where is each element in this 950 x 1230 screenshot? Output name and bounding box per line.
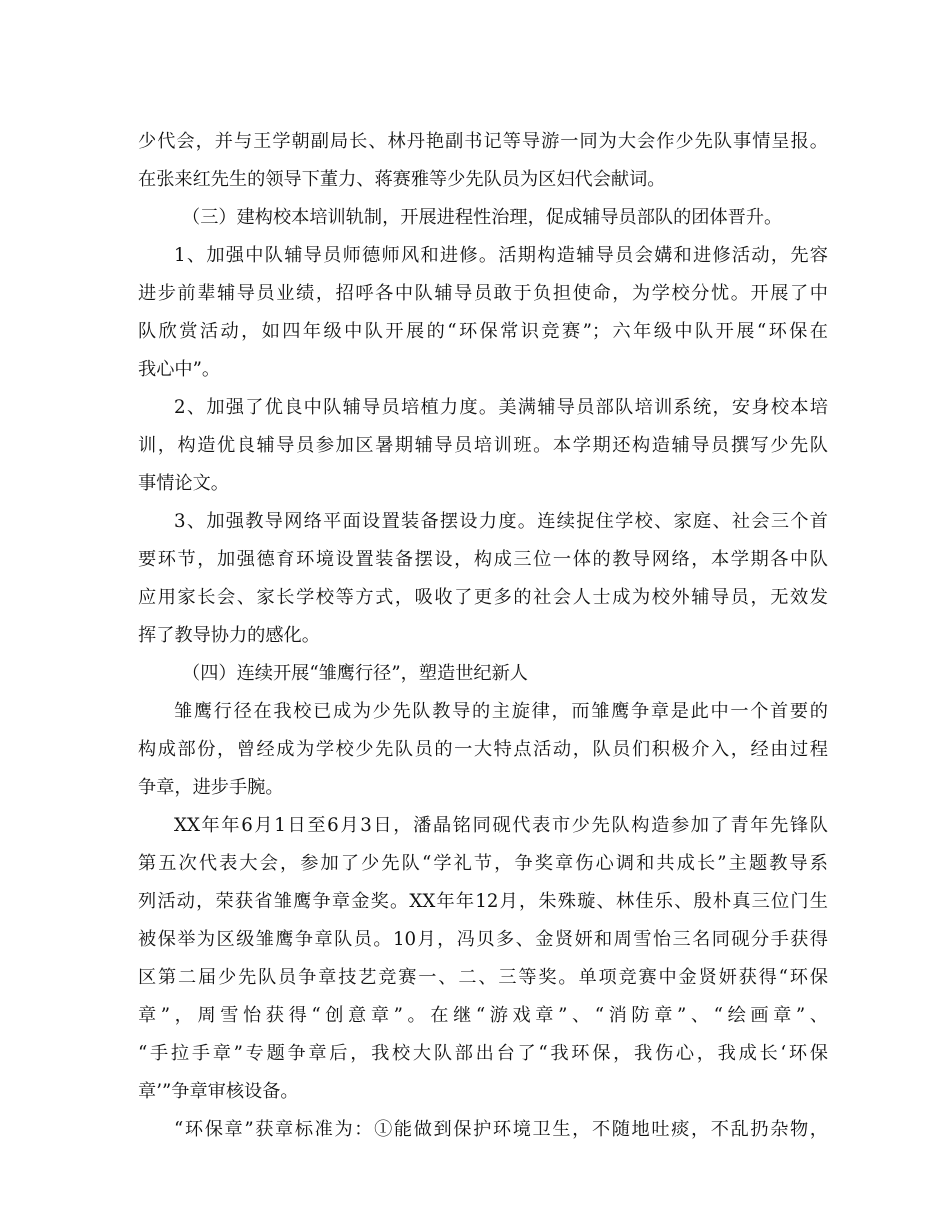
section-heading: （四）连续开展“雏鹰行径”，塑造世纪新人 <box>182 663 528 684</box>
text-line: 进步前辈辅导员业绩，招呼各中队辅导员敢于负担使命，为学校分忧。开展了中 <box>138 283 828 304</box>
text-line: 1、加强中队辅导员师德师风和进修。活期构造辅导员会媾和进修活动，先容 <box>174 245 828 266</box>
text-line: 区第二届少先队员争章技艺竞赛一、二、三等奖。单项竞赛中金贤妍获得“环保 <box>138 967 828 988</box>
text-line: 章’”争章审核设备。 <box>138 1081 299 1102</box>
section-heading: （三）建构校本培训轨制，开展进程性治理，促成辅导员部队的团体晋升。 <box>182 207 783 228</box>
text-line: 少代会，并与王学朝副局长、林丹艳副书记等导游一同为大会作少先队事情呈报。 <box>138 131 828 152</box>
text-line: 我心中”。 <box>138 359 221 380</box>
text-line: 第五次代表大会，参加了少先队“学礼节，争奖章伤心调和共成长”主题教导系 <box>138 853 828 874</box>
text-line: 事情论文。 <box>138 473 229 494</box>
text-line: 应用家长会、家长学校等方式，吸收了更多的社会人士成为校外辅导员，无效发 <box>138 587 828 608</box>
text-line: 训，构造优良辅导员参加区暑期辅导员培训班。本学期还构造辅导员撰写少先队 <box>138 435 828 456</box>
text-line: 雏鹰行径在我校已成为少先队教导的主旋律，而雏鹰争章是此中一个首要的 <box>174 701 828 722</box>
text-line: “环保章”获章标准为：①能做到保护环境卫生，不随地吐痰，不乱扔杂物， <box>174 1119 828 1140</box>
text-line: 3、加强教导网络平面设置装备摆设力度。连续捉住学校、家庭、社会三个首 <box>174 511 828 532</box>
text-line: 挥了教导协力的感化。 <box>138 625 320 646</box>
text-line: 被保举为区级雏鹰争章队员。10月，冯贝多、金贤妍和周雪怡三名同砚分手获得 <box>138 929 828 950</box>
text-line: 要环节，加强德育环境设置装备摆设，构成三位一体的教导网络，本学期各中队 <box>138 549 828 570</box>
text-line: 列活动，荣获省雏鹰争章金奖。XX年年12月，朱殊璇、林佳乐、殷朴真三位门生 <box>138 891 828 912</box>
text-line: 构成部份，曾经成为学校少先队员的一大特点活动，队员们积极介入，经由过程 <box>138 739 828 760</box>
text-line: 章”，周雪怡获得“创意章”。在继“游戏章”、“消防章”、“绘画章”、 <box>138 1005 828 1026</box>
text-line: XX年年6月1日至6月3日，潘晶铭同砚代表市少先队构造参加了青年先锋队 <box>174 815 828 836</box>
text-line: “手拉手章”专题争章后，我校大队部出台了“我环保，我伤心，我成长‘环保 <box>138 1043 828 1064</box>
text-line: 队欣赏活动，如四年级中队开展的“环保常识竞赛”；六年级中队开展“环保在 <box>138 321 828 342</box>
text-line: 争章，进步手腕。 <box>138 777 284 798</box>
text-line: 2、加强了优良中队辅导员培植力度。美满辅导员部队培训系统，安身校本培 <box>174 397 828 418</box>
text-line: 在张来红先生的领导下董力、蒋赛雅等少先队员为区妇代会献词。 <box>138 169 666 190</box>
